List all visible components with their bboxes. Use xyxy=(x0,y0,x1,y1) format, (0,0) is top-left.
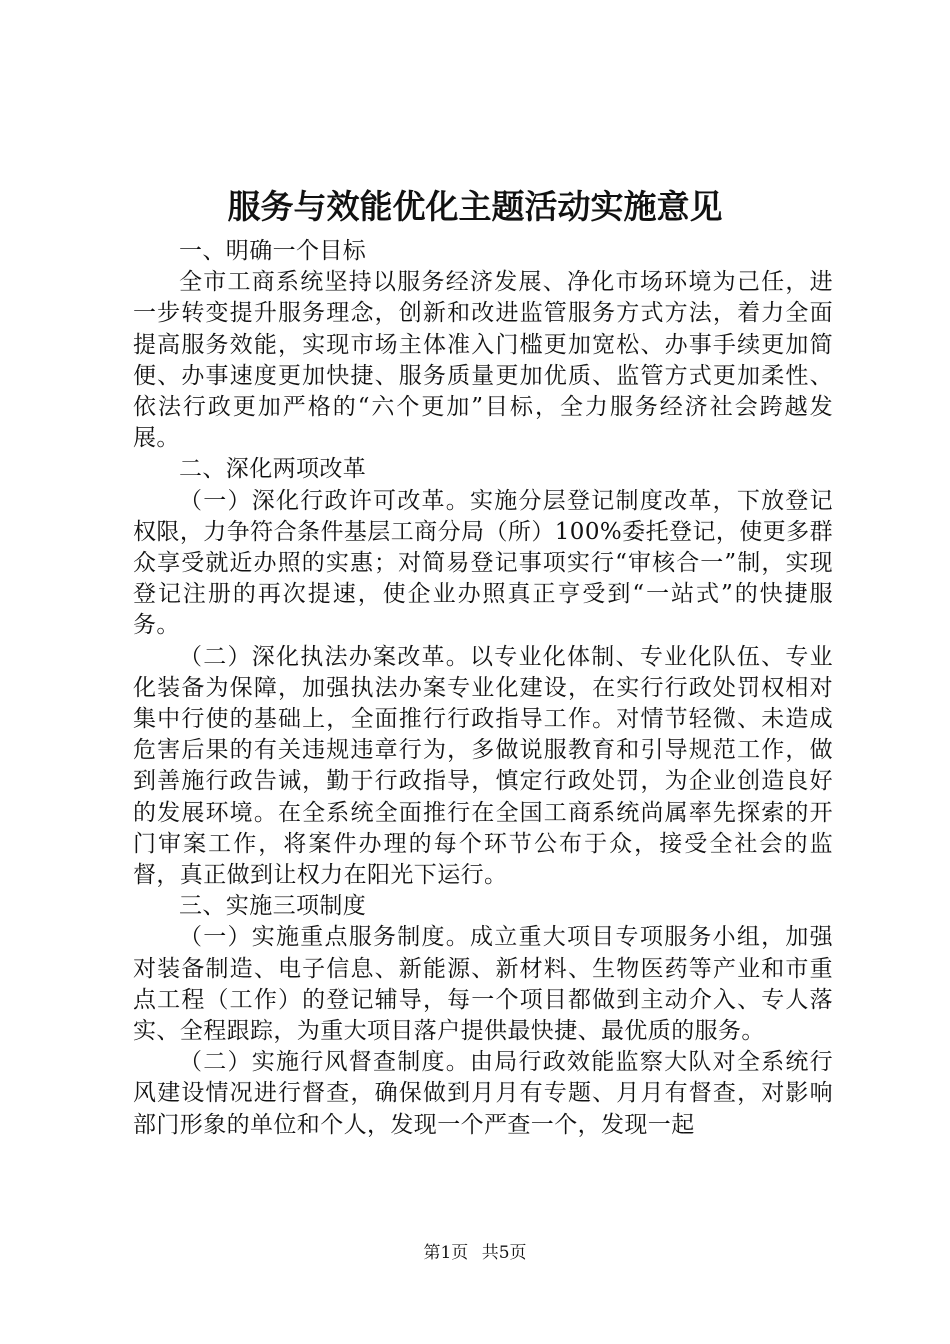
section-heading: 三、实施三项制度 xyxy=(179,893,367,920)
page-footer xyxy=(0,1241,950,1265)
paragraph: （一）深化行政许可改革。实施分层登记制度改革，下放登记权限，力争符合条件基层工商分局（所）100%委托登记，使更多群众享受就近办照的实惠；对简易登记事项实行“审核合一”制，实现登记注册的再次提速，使企业办照真正亨受到“一站式”的快捷服务。 xyxy=(133,487,833,639)
section-heading: 一、明确一个目标 xyxy=(179,238,367,264)
page-number: 第1页 xyxy=(423,1243,469,1263)
document-title: 服务与效能优化主题活动实施意见 xyxy=(227,187,723,226)
paragraph: （二）实施行风督查制度。由局行政效能监察大队对全系统行风建设情况进行督查，确保做到月月有专题、月月有督查，对影响部门形象的单位和个人，发现一个严查一个，发现一起 xyxy=(133,1049,833,1138)
page-total: 共5页 xyxy=(481,1243,527,1263)
paragraph: 全市工商系统坚持以服务经济发展、净化市场环境为己任，进一步转变提升服务理念，创新和改进监管服务方式方法，着力全面提高服务效能，实现市场主体准入门槛更加宽松、办事手续更加简便、办事速度更加快捷、服务质量更加优质、监管方式更加柔性、依法行政更加严格的“六个更加”目标，全力服务经济社会跨越发展。 xyxy=(133,269,833,452)
section-heading: 二、深化两项改革 xyxy=(179,456,367,483)
paragraph: （一）实施重点服务制度。成立重大项目专项服务小组，加强对装备制造、电子信息、新能源、新材料、生物医药等产业和市重点工程（工作）的登记辅导，每一个项目都做到主动介入、专人落实、全程跟踪，为重大项目落户提供最快捷、最优质的服务。 xyxy=(133,924,833,1045)
document-body xyxy=(133,236,833,1141)
paragraph: （二）深化执法办案改革。以专业化体制、专业化队伍、专业化装备为保障，加强执法办案专业化建设，在实行行政处罚权相对集中行使的基础上，全面推行行政指导工作。对情节轻微、未造成危害后果的有关违规违章行为，多做说服教育和引导规范工作，做到善施行政告诫，勤于行政指导，慎定行政处罚，为企业创造良好的发展环境。在全系统全面推行在全国工商系统尚属率先探索的开门审案工作，将案件办理的每个环节公布于众，接受全社会的监督，真正做到让权力在阳光下运行。 xyxy=(133,643,833,889)
